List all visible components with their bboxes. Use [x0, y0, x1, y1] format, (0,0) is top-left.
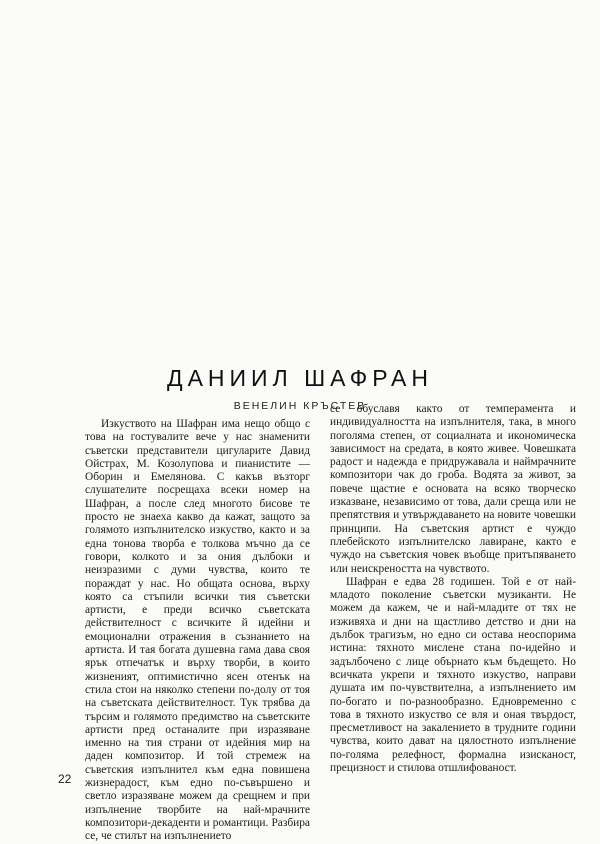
page-number: 22	[58, 772, 72, 786]
paragraph: се обуславя както от темперамента и индивидуалността на изпълнителя, така, в много поголяма степен, от социалната и икономическа зависимост на средата, в която живее. Човешката радост и надежда е придружавала и наймрачните композитори чак до гроба. Водята за живот, за повече щастие е основата на всяко творческо изказване, независимо от това, дали среща или не препятствия и утвърждаването на новите човешки принципи. На съветския артист е чуждо плебейското изпълнителско лавиране, както е чуждо на съветския човек въобще притъпяването или неискреността на чувството.	[330, 403, 576, 575]
article-author: ВЕНЕЛИН КРЪСТЕВ	[233, 400, 367, 412]
right-column	[330, 403, 576, 775]
paragraph: Шафран е едва 28 годишен. Той е от най-младото поколение съветски музиканти. Не можем да кажем, че и най-младите от тях не изживяха и дни на щастливо детство и дни на дълбок трагизъм, но едно си остава неоспорима истина: тяхното мислене стана по-идейно и задълбочено с лице обърнато към бъдещето. Но всичката укрепи и тяхното изкуство, направи душата им по-чувствителна, а изпълнението им по-богато и по-разнообразно. Едновременно с това в тяхното изкуство се вля и оная твърдост, пресметливост на закалението в трудните години чувства, които дават на цялостното изпълнение по-голяма релефност, формална изисканост, прецизност и стилова отшлифованост.	[330, 575, 576, 775]
left-column	[85, 418, 310, 844]
paragraph: Изкуството на Шафран има нещо общо с това на гостувалите вече у нас знаменити съветски представители цигуларите Давид Ойстрах, М. Козолупова и пианистите — Оборин и Емелянова. С какъв възторг слушателите посрещаха всеки номер на Шафран, а после след многото бисове те просто не знаеха какво да кажат, защото за голямото изпълнителско изкуство, както и за една тонова творба е толкова мъчно да се говори, колкото и за ония дълбоки и неизразими с думи чувства, които те пораждат у нас. Но общата основа, върху която са стъпили всички тия съветски артисти, е преди всичко съветската действителност с всичките й идейни и емоционални отражения в съзнанието на артиста. И тая богата душевна гама дава своя ярък отпечатък и върху творби, в които жизненият, оптимистично ясен отенък на стила стои на няколко степени по-долу от тоя на съветската действителност. Тук трябва да търсим и голямото предимство на съветските артисти пред останалите при изразяване именно на тия страни от идейния мир на даден композитор. И той стремеж на съветския изпълнител към една повишена жизнерадост, към едно по-съвършено и светло изразяване можем да срещнем и при изпълнение творбите на най-мрачните композитори-декаденти и романтици. Разбира се, че стилът на изпълнението	[85, 418, 310, 843]
article-title: ДАНИИЛ ШАФРАН	[167, 365, 433, 391]
